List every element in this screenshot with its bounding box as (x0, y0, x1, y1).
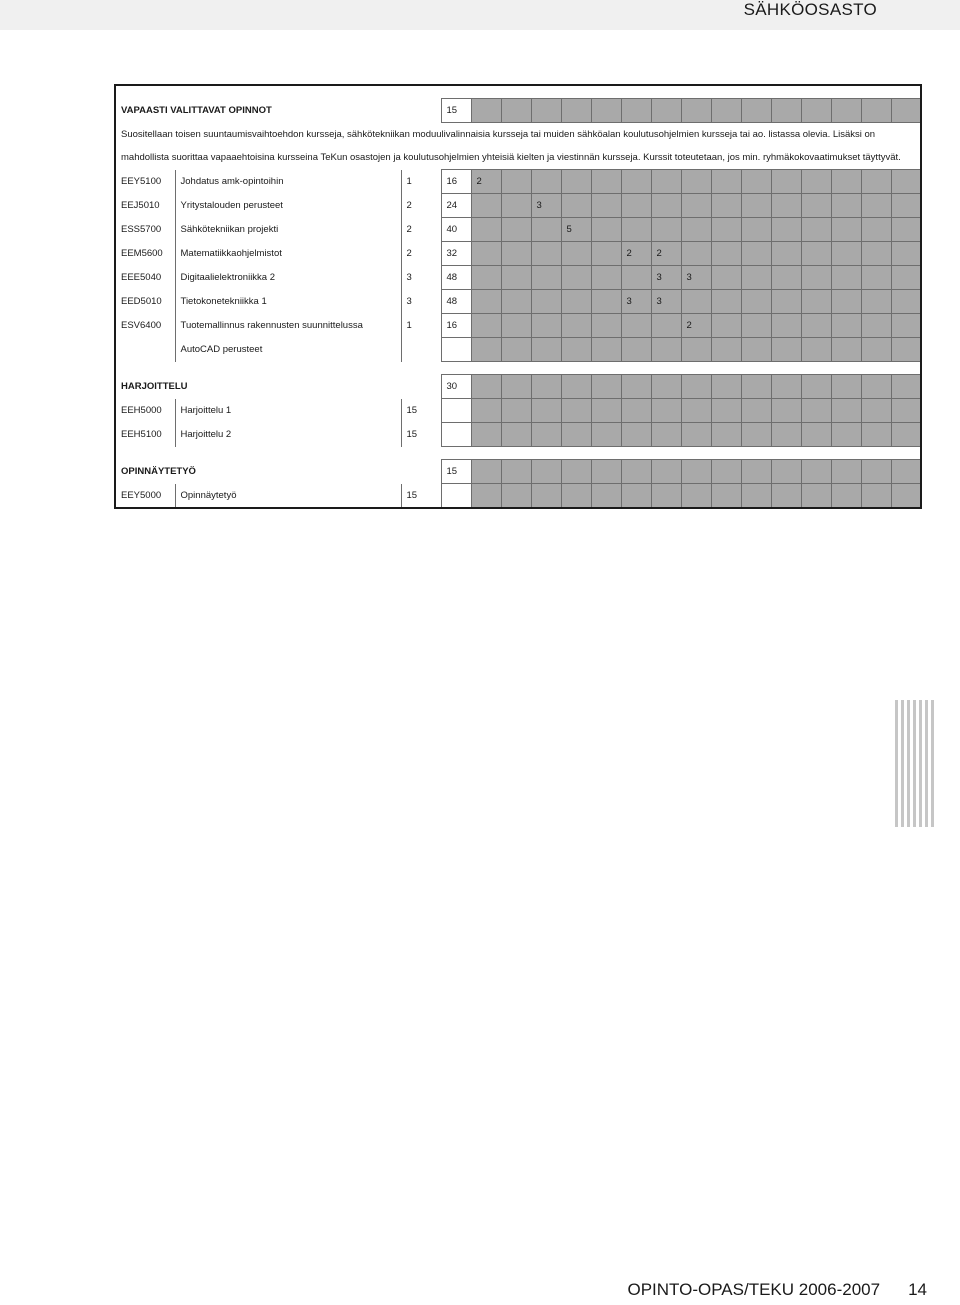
period-cell (801, 290, 831, 314)
grid-cell (711, 484, 741, 509)
period-cell: 2 (651, 242, 681, 266)
period-cell (681, 170, 711, 194)
grid-cell (471, 423, 501, 447)
period-cell (801, 194, 831, 218)
period-cell (501, 242, 531, 266)
course-credits: 2 (406, 224, 412, 235)
period-cell (591, 290, 621, 314)
grid-cell (711, 423, 741, 447)
grid-cell (471, 375, 501, 399)
period-cell (711, 338, 741, 362)
thumb-index-strip (895, 700, 937, 827)
course-code: EEH5100 (115, 423, 175, 447)
section-credits: 15 (441, 460, 471, 484)
course-hours: 40 (441, 218, 471, 242)
grid-cell (651, 399, 681, 423)
course-credits: 1 (406, 320, 412, 331)
period-cell (741, 170, 771, 194)
period-cell (891, 194, 921, 218)
spacer-cell (115, 362, 921, 375)
grid-cell (711, 99, 741, 123)
spacer-row (115, 85, 921, 99)
period-cell (531, 218, 561, 242)
period-cell (501, 338, 531, 362)
period-cell (621, 266, 651, 290)
period-cell (651, 218, 681, 242)
period-cell (891, 314, 921, 338)
period-cell: 3 (651, 266, 681, 290)
grid-cell (861, 375, 891, 399)
grid-cell (711, 375, 741, 399)
course-code: EEM5600 (115, 242, 175, 266)
grid-cell (621, 99, 651, 123)
grid-cell (831, 484, 861, 509)
period-cell: 3 (621, 290, 651, 314)
spacer-row (115, 447, 921, 460)
grid-cell (561, 399, 591, 423)
period-cell (471, 242, 501, 266)
course-credits: 2 (406, 200, 412, 211)
course-code: EEE5040 (115, 266, 175, 290)
grid-cell (591, 484, 621, 509)
period-cell (831, 338, 861, 362)
period-cell: 5 (561, 218, 591, 242)
course-credits: 3 (406, 296, 412, 307)
grid-cell (801, 99, 831, 123)
grid-cell (591, 99, 621, 123)
period-cell (501, 290, 531, 314)
period-cell (471, 314, 501, 338)
grid-cell (531, 460, 561, 484)
period-cell: 3 (531, 194, 561, 218)
grid-cell (741, 423, 771, 447)
period-cell (501, 170, 531, 194)
period-cell (561, 338, 591, 362)
course-name: AutoCAD perusteet (175, 338, 401, 362)
period-cell (861, 242, 891, 266)
section-title: OPINNÄYTETYÖ (121, 466, 196, 477)
grid-cell (861, 423, 891, 447)
section-credits: 30 (441, 375, 471, 399)
grid-cell (621, 460, 651, 484)
period-cell (891, 266, 921, 290)
grid-cell (741, 399, 771, 423)
period-cell (651, 338, 681, 362)
grid-cell (891, 423, 921, 447)
grid-cell (831, 460, 861, 484)
grid-cell (681, 375, 711, 399)
period-cell (561, 290, 591, 314)
period-cell (891, 338, 921, 362)
period-cell (891, 218, 921, 242)
course-credits (401, 338, 441, 362)
grid-cell (681, 99, 711, 123)
grid-cell (771, 460, 801, 484)
period-cell (741, 266, 771, 290)
period-cell (711, 170, 741, 194)
period-cell (651, 314, 681, 338)
period-cell (711, 242, 741, 266)
period-cell (711, 290, 741, 314)
period-cell (681, 290, 711, 314)
curriculum-table (114, 84, 922, 509)
period-cell (831, 194, 861, 218)
course-code: ESS5700 (115, 218, 175, 242)
period-cell (501, 266, 531, 290)
period-cell (771, 170, 801, 194)
course-hours (441, 484, 471, 509)
period-cell (831, 242, 861, 266)
grid-cell (891, 375, 921, 399)
grid-cell (771, 484, 801, 509)
period-cell (861, 338, 891, 362)
table-row (115, 423, 921, 447)
table-row (115, 194, 921, 218)
course-code: ESV6400 (115, 314, 175, 338)
footer-text: OPINTO-OPAS/TEKU 2006-2007 (627, 1280, 881, 1299)
period-cell (501, 194, 531, 218)
course-name: Yritystalouden perusteet (175, 194, 401, 218)
grid-cell (651, 460, 681, 484)
course-name: Tietokonetekniikka 1 (175, 290, 401, 314)
period-cell (561, 194, 591, 218)
period-cell (741, 290, 771, 314)
grid-cell (591, 460, 621, 484)
section-credits: 15 (441, 99, 471, 123)
period-cell (471, 218, 501, 242)
table-row (115, 170, 921, 194)
grid-cell (591, 375, 621, 399)
grid-cell (681, 423, 711, 447)
course-credits: 1 (406, 176, 412, 187)
table-row (115, 484, 921, 509)
table-row (115, 314, 921, 338)
period-cell (741, 194, 771, 218)
grid-cell (861, 484, 891, 509)
grid-cell (651, 423, 681, 447)
period-cell (861, 266, 891, 290)
period-cell (561, 266, 591, 290)
grid-cell (591, 423, 621, 447)
grid-cell (471, 99, 501, 123)
grid-cell (771, 399, 801, 423)
period-cell (861, 314, 891, 338)
grid-cell (501, 99, 531, 123)
period-cell (561, 314, 591, 338)
period-cell (621, 314, 651, 338)
period-cell (831, 290, 861, 314)
period-cell (531, 170, 561, 194)
period-cell (591, 170, 621, 194)
period-cell (741, 242, 771, 266)
period-cell (711, 314, 741, 338)
grid-cell (501, 460, 531, 484)
grid-cell (681, 484, 711, 509)
table-row (115, 218, 921, 242)
grid-cell (501, 484, 531, 509)
grid-cell (771, 99, 801, 123)
course-hours (441, 423, 471, 447)
grid-cell (501, 375, 531, 399)
section-description: Suositellaan toisen suuntaumisvaihtoehdon kursseja, sähkötekniikan moduulivalinnaisia kursseja tai muiden sähköalan koulutusohjelmien kursseja tai ao. listassa olevia. Lisäksi on mahdollista suorittaa vapaaehtoisina kursseina TeKun osastojen ja koulutusohjelmien yhteisiä kielten ja viestinnän kursseja. Kurssit toteutetaan, jos min. ryhmäkokovaatimukset täyttyvät. (121, 129, 901, 163)
grid-cell (561, 460, 591, 484)
period-cell (891, 242, 921, 266)
section-title: HARJOITTELU (121, 381, 188, 392)
course-name: Matematiikkaohjelmistot (175, 242, 401, 266)
grid-cell (741, 460, 771, 484)
grid-cell (861, 399, 891, 423)
period-cell: 3 (651, 290, 681, 314)
period-cell (471, 266, 501, 290)
grid-cell (561, 99, 591, 123)
course-hours: 48 (441, 290, 471, 314)
grid-cell (621, 375, 651, 399)
period-cell (741, 218, 771, 242)
period-cell (801, 314, 831, 338)
grid-cell (471, 484, 501, 509)
period-cell (891, 170, 921, 194)
course-code: EEY5000 (115, 484, 175, 509)
grid-cell (861, 460, 891, 484)
spacer-cell (115, 447, 921, 460)
period-cell (711, 218, 741, 242)
grid-cell (801, 375, 831, 399)
grid-cell (681, 460, 711, 484)
period-cell (861, 170, 891, 194)
grid-cell (591, 399, 621, 423)
grid-cell (531, 99, 561, 123)
period-cell (621, 218, 651, 242)
period-cell (771, 290, 801, 314)
period-cell (861, 218, 891, 242)
period-cell: 2 (471, 170, 501, 194)
period-cell (771, 314, 801, 338)
table-row (115, 399, 921, 423)
grid-cell (711, 460, 741, 484)
course-name: Digitaalielektroniikka 2 (175, 266, 401, 290)
period-cell (591, 242, 621, 266)
course-name: Harjoittelu 1 (175, 399, 401, 423)
grid-cell (771, 423, 801, 447)
course-name: Opinnäytetyö (175, 484, 401, 509)
period-cell (501, 314, 531, 338)
grid-cell (651, 375, 681, 399)
section-title-row (115, 99, 921, 123)
grid-cell (891, 484, 921, 509)
period-cell (591, 338, 621, 362)
footer (627, 1275, 927, 1305)
course-hours: 16 (441, 314, 471, 338)
period-cell (861, 194, 891, 218)
header-title: SÄHKÖOSASTO (743, 0, 877, 19)
grid-cell (741, 375, 771, 399)
grid-cell (531, 399, 561, 423)
period-cell (531, 338, 561, 362)
table-row (115, 290, 921, 314)
course-credits: 2 (406, 248, 412, 259)
period-cell (741, 338, 771, 362)
period-cell (531, 290, 561, 314)
period-cell (861, 290, 891, 314)
period-cell (771, 194, 801, 218)
course-hours: 24 (441, 194, 471, 218)
grid-cell (801, 484, 831, 509)
period-cell (651, 170, 681, 194)
period-cell (771, 266, 801, 290)
course-code: EEH5000 (115, 399, 175, 423)
period-cell (711, 194, 741, 218)
spacer-cell (115, 85, 921, 99)
period-cell (801, 266, 831, 290)
period-cell (471, 290, 501, 314)
period-cell (561, 170, 591, 194)
course-code: EEY5100 (115, 170, 175, 194)
page-number: 14 (908, 1280, 927, 1299)
grid-cell (471, 399, 501, 423)
grid-cell (831, 423, 861, 447)
grid-cell (861, 99, 891, 123)
period-cell (831, 266, 861, 290)
period-cell: 2 (621, 242, 651, 266)
table-row (115, 266, 921, 290)
period-cell (681, 338, 711, 362)
grid-cell (531, 423, 561, 447)
course-name: Harjoittelu 2 (175, 423, 401, 447)
course-credits: 15 (406, 489, 418, 501)
section-title-row (115, 375, 921, 399)
grid-cell (711, 399, 741, 423)
period-cell (771, 242, 801, 266)
period-cell (651, 194, 681, 218)
period-cell (531, 242, 561, 266)
period-cell (621, 338, 651, 362)
course-credits: 3 (406, 272, 412, 283)
grid-cell (831, 99, 861, 123)
period-cell (681, 218, 711, 242)
grid-cell (561, 484, 591, 509)
header-bar (0, 0, 960, 30)
section-title: VAPAASTI VALITTAVAT OPINNOT (121, 105, 272, 116)
grid-cell (801, 423, 831, 447)
period-cell (801, 338, 831, 362)
table-row (115, 338, 921, 362)
course-hours (441, 338, 471, 362)
period-cell (561, 242, 591, 266)
course-credits: 15 (406, 405, 418, 416)
period-cell (681, 194, 711, 218)
course-credits: 15 (406, 429, 418, 440)
grid-cell (621, 484, 651, 509)
grid-cell (621, 423, 651, 447)
course-code: EEJ5010 (115, 194, 175, 218)
grid-cell (621, 399, 651, 423)
period-cell (591, 314, 621, 338)
grid-cell (741, 484, 771, 509)
table-row (115, 242, 921, 266)
period-cell (501, 218, 531, 242)
period-cell (801, 242, 831, 266)
grid-cell (651, 99, 681, 123)
period-cell (531, 266, 561, 290)
period-cell (621, 194, 651, 218)
grid-cell (831, 375, 861, 399)
course-hours: 48 (441, 266, 471, 290)
grid-cell (501, 423, 531, 447)
period-cell (681, 242, 711, 266)
grid-cell (531, 375, 561, 399)
course-code: EED5010 (115, 290, 175, 314)
grid-cell (681, 399, 711, 423)
grid-cell (471, 460, 501, 484)
period-cell (711, 266, 741, 290)
grid-cell (891, 399, 921, 423)
grid-cell (501, 399, 531, 423)
course-hours (441, 399, 471, 423)
grid-cell (561, 375, 591, 399)
period-cell: 2 (681, 314, 711, 338)
grid-cell (651, 484, 681, 509)
period-cell (471, 194, 501, 218)
grid-cell (831, 399, 861, 423)
course-name: Johdatus amk-opintoihin (175, 170, 401, 194)
period-cell (741, 314, 771, 338)
period-cell (591, 218, 621, 242)
period-cell (531, 314, 561, 338)
period-cell (831, 314, 861, 338)
period-cell (771, 338, 801, 362)
period-cell: 3 (681, 266, 711, 290)
course-name: Tuotemallinnus rakennusten suunnittelussa (175, 314, 401, 338)
period-cell (891, 290, 921, 314)
period-cell (801, 218, 831, 242)
period-cell (771, 218, 801, 242)
period-cell (801, 170, 831, 194)
period-cell (471, 338, 501, 362)
course-hours: 16 (441, 170, 471, 194)
grid-cell (801, 460, 831, 484)
grid-cell (891, 460, 921, 484)
grid-cell (561, 423, 591, 447)
grid-cell (801, 399, 831, 423)
section-title-row (115, 460, 921, 484)
course-code (115, 338, 175, 362)
period-cell (831, 218, 861, 242)
spacer-row (115, 362, 921, 375)
period-cell (621, 170, 651, 194)
description-row (115, 123, 921, 170)
grid-cell (531, 484, 561, 509)
grid-cell (771, 375, 801, 399)
period-cell (831, 170, 861, 194)
course-hours: 32 (441, 242, 471, 266)
course-name: Sähkötekniikan projekti (175, 218, 401, 242)
grid-cell (741, 99, 771, 123)
period-cell (591, 266, 621, 290)
period-cell (591, 194, 621, 218)
grid-cell (891, 99, 921, 123)
